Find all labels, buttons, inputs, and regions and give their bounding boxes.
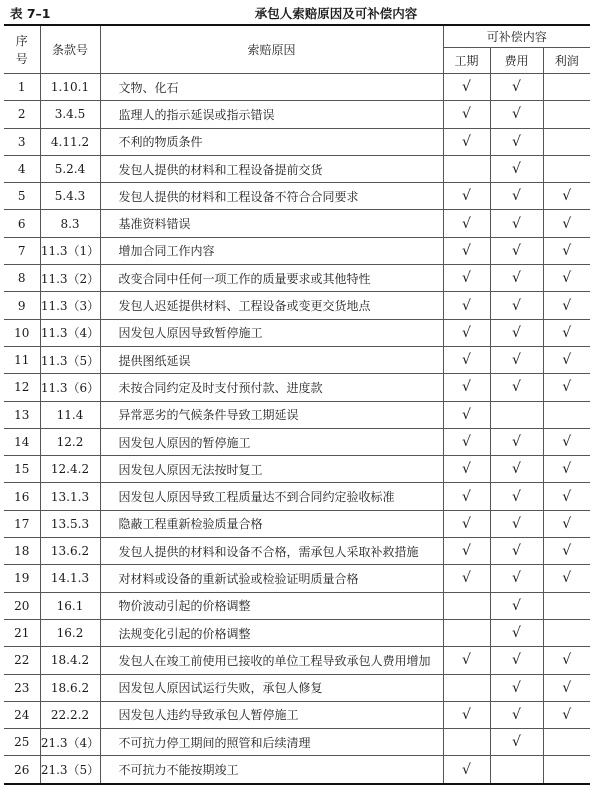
table-row [4, 538, 590, 565]
claim-reason: 隐蔽工程重新检验质量合格 [100, 510, 443, 537]
cost-check: √ [490, 128, 543, 155]
clause-number: 11.4 [40, 401, 100, 428]
profit-check: √ [543, 647, 590, 674]
row-number: 5 [4, 183, 40, 210]
row-number: 12 [4, 374, 40, 401]
table-row [4, 210, 590, 237]
period-check: √ [443, 701, 490, 728]
profit-check: √ [543, 456, 590, 483]
period-check: √ [443, 237, 490, 264]
clause-number: 13.6.2 [40, 538, 100, 565]
period-check: √ [443, 74, 490, 101]
cost-check: √ [490, 265, 543, 292]
cost-check: √ [490, 292, 543, 319]
table-row [4, 237, 590, 264]
claim-reason: 不可抗力不能按期竣工 [100, 756, 443, 784]
cost-check: √ [490, 510, 543, 537]
row-number: 2 [4, 101, 40, 128]
claim-reason: 提供图纸延误 [100, 346, 443, 373]
claim-reason: 基准资料错误 [100, 210, 443, 237]
cost-check: √ [490, 155, 543, 182]
profit-check [543, 101, 590, 128]
cost-check: √ [490, 729, 543, 756]
profit-check: √ [543, 510, 590, 537]
period-check: √ [443, 265, 490, 292]
cost-check: √ [490, 538, 543, 565]
cost-check: √ [490, 701, 543, 728]
period-check [443, 619, 490, 646]
profit-check: √ [543, 701, 590, 728]
header-seq-top: 序 [15, 33, 28, 48]
claim-reason: 对材料或设备的重新试验或检验证明质量合格 [100, 565, 443, 592]
table-row [4, 729, 590, 756]
row-number: 15 [4, 456, 40, 483]
cost-check: √ [490, 183, 543, 210]
row-number: 23 [4, 674, 40, 701]
clause-number: 13.1.3 [40, 483, 100, 510]
claim-reason: 法规变化引起的价格调整 [100, 619, 443, 646]
cost-check: √ [490, 319, 543, 346]
row-number: 26 [4, 756, 40, 784]
clause-number: 11.3（1） [40, 237, 100, 264]
claim-reason: 因发包人违约导致承包人暂停施工 [100, 701, 443, 728]
header-row-top [4, 25, 590, 48]
period-check [443, 592, 490, 619]
cost-check: √ [490, 456, 543, 483]
table-row [4, 101, 590, 128]
row-number: 4 [4, 155, 40, 182]
row-number: 7 [4, 237, 40, 264]
cost-check: √ [490, 210, 543, 237]
claim-reason: 因发包人原因试运行失败，承包人修复 [100, 674, 443, 701]
claim-reason: 文物、化石 [100, 74, 443, 101]
clause-number: 16.2 [40, 619, 100, 646]
claim-reason: 因发包人原因无法按时复工 [100, 456, 443, 483]
claim-reason: 改变合同中任何一项工作的质量要求或其他特性 [100, 265, 443, 292]
claim-reason: 因发包人原因的暂停施工 [100, 428, 443, 455]
table-row [4, 401, 590, 428]
table-row [4, 292, 590, 319]
table-row [4, 701, 590, 728]
claim-reason: 发包人提供的材料和工程设备提前交货 [100, 155, 443, 182]
header-period: 工期 [443, 48, 490, 74]
row-number: 21 [4, 619, 40, 646]
row-number: 13 [4, 401, 40, 428]
header-reason: 索赔原因 [100, 25, 443, 74]
table-row [4, 647, 590, 674]
clause-number: 22.2.2 [40, 701, 100, 728]
profit-check: √ [543, 292, 590, 319]
profit-check [543, 619, 590, 646]
clause-number: 11.3（2） [40, 265, 100, 292]
cost-check: √ [490, 74, 543, 101]
row-number: 9 [4, 292, 40, 319]
clause-number: 13.5.3 [40, 510, 100, 537]
claim-reason: 不利的物质条件 [100, 128, 443, 155]
table-row [4, 456, 590, 483]
period-check: √ [443, 101, 490, 128]
claim-reason: 异常恶劣的气候条件导致工期延误 [100, 401, 443, 428]
clause-number: 18.4.2 [40, 647, 100, 674]
clause-number: 5.4.3 [40, 183, 100, 210]
period-check [443, 674, 490, 701]
clause-number: 21.3（4） [40, 729, 100, 756]
table-row [4, 565, 590, 592]
profit-check: √ [543, 374, 590, 401]
claim-reason: 未按合同约定及时支付预付款、进度款 [100, 374, 443, 401]
period-check: √ [443, 210, 490, 237]
period-check [443, 729, 490, 756]
claims-table [4, 24, 590, 785]
clause-number: 18.6.2 [40, 674, 100, 701]
cost-check: √ [490, 428, 543, 455]
header-cost: 费用 [490, 48, 543, 74]
clause-number: 11.3（5） [40, 346, 100, 373]
profit-check: √ [543, 538, 590, 565]
row-number: 20 [4, 592, 40, 619]
row-number: 8 [4, 265, 40, 292]
period-check: √ [443, 565, 490, 592]
period-check: √ [443, 128, 490, 155]
profit-check: √ [543, 319, 590, 346]
row-number: 3 [4, 128, 40, 155]
cost-check: √ [490, 647, 543, 674]
row-number: 10 [4, 319, 40, 346]
table-row [4, 483, 590, 510]
claim-reason: 发包人在竣工前使用已接收的单位工程导致承包人费用增加 [100, 647, 443, 674]
period-check: √ [443, 319, 490, 346]
table-number: 表 7–1 [10, 6, 51, 21]
period-check: √ [443, 374, 490, 401]
table-body [4, 74, 590, 784]
cost-check: √ [490, 374, 543, 401]
cost-check: √ [490, 619, 543, 646]
claim-reason: 因发包人原因导致暂停施工 [100, 319, 443, 346]
clause-number: 5.2.4 [40, 155, 100, 182]
table-title: 承包人索赔原因及可补偿内容 [254, 6, 418, 21]
claim-reason: 不可抗力停工期间的照管和后续清理 [100, 729, 443, 756]
profit-check [543, 729, 590, 756]
claim-reason: 增加合同工作内容 [100, 237, 443, 264]
clause-number: 16.1 [40, 592, 100, 619]
table-row [4, 265, 590, 292]
row-number: 19 [4, 565, 40, 592]
cost-check: √ [490, 346, 543, 373]
table-row [4, 674, 590, 701]
header-compensable: 可补偿内容 [443, 25, 590, 48]
cost-check [490, 756, 543, 784]
row-number: 25 [4, 729, 40, 756]
row-number: 6 [4, 210, 40, 237]
cost-check: √ [490, 101, 543, 128]
period-check: √ [443, 538, 490, 565]
claim-reason: 监理人的指示延误或指示错误 [100, 101, 443, 128]
profit-check: √ [543, 346, 590, 373]
period-check [443, 155, 490, 182]
profit-check [543, 74, 590, 101]
profit-check: √ [543, 483, 590, 510]
cost-check: √ [490, 674, 543, 701]
clause-number: 12.4.2 [40, 456, 100, 483]
cost-check: √ [490, 237, 543, 264]
cost-check: √ [490, 592, 543, 619]
profit-check: √ [543, 428, 590, 455]
table-row [4, 128, 590, 155]
clause-number: 1.10.1 [40, 74, 100, 101]
profit-check [543, 756, 590, 784]
clause-number: 21.3（5） [40, 756, 100, 784]
header-profit: 利润 [543, 48, 590, 74]
profit-check: √ [543, 210, 590, 237]
table-row [4, 74, 590, 101]
table-caption [6, 4, 592, 22]
profit-check: √ [543, 183, 590, 210]
row-number: 11 [4, 346, 40, 373]
period-check: √ [443, 401, 490, 428]
claim-reason: 发包人提供的材料和工程设备不符合合同要求 [100, 183, 443, 210]
table-row [4, 510, 590, 537]
header-clause: 条款号 [40, 25, 100, 74]
row-number: 22 [4, 647, 40, 674]
header-seq-bottom: 号 [15, 51, 28, 66]
period-check: √ [443, 428, 490, 455]
claim-reason: 因发包人原因导致工程质量达不到合同约定验收标准 [100, 483, 443, 510]
table-row [4, 619, 590, 646]
period-check: √ [443, 292, 490, 319]
cost-check: √ [490, 565, 543, 592]
row-number: 24 [4, 701, 40, 728]
claim-reason: 发包人提供的材料和设备不合格，需承包人采取补救措施 [100, 538, 443, 565]
header-seq [4, 25, 40, 74]
profit-check: √ [543, 237, 590, 264]
profit-check: √ [543, 565, 590, 592]
cost-check [490, 401, 543, 428]
table-row [4, 155, 590, 182]
clause-number: 11.3（6） [40, 374, 100, 401]
row-number: 1 [4, 74, 40, 101]
row-number: 17 [4, 510, 40, 537]
profit-check: √ [543, 674, 590, 701]
table-row [4, 183, 590, 210]
clause-number: 11.3（4） [40, 319, 100, 346]
profit-check [543, 128, 590, 155]
row-number: 18 [4, 538, 40, 565]
period-check: √ [443, 346, 490, 373]
table-row [4, 374, 590, 401]
clause-number: 11.3（3） [40, 292, 100, 319]
claim-reason: 物价波动引起的价格调整 [100, 592, 443, 619]
cost-check: √ [490, 483, 543, 510]
table-row [4, 346, 590, 373]
period-check: √ [443, 756, 490, 784]
table-row [4, 756, 590, 784]
clause-number: 3.4.5 [40, 101, 100, 128]
period-check: √ [443, 647, 490, 674]
profit-check [543, 592, 590, 619]
clause-number: 8.3 [40, 210, 100, 237]
profit-check [543, 155, 590, 182]
table-row [4, 319, 590, 346]
row-number: 14 [4, 428, 40, 455]
period-check: √ [443, 510, 490, 537]
claim-reason: 发包人迟延提供材料、工程设备或变更交货地点 [100, 292, 443, 319]
row-number: 16 [4, 483, 40, 510]
table-row [4, 428, 590, 455]
period-check: √ [443, 483, 490, 510]
profit-check: √ [543, 265, 590, 292]
period-check: √ [443, 183, 490, 210]
profit-check [543, 401, 590, 428]
period-check: √ [443, 456, 490, 483]
clause-number: 14.1.3 [40, 565, 100, 592]
table-row [4, 592, 590, 619]
clause-number: 12.2 [40, 428, 100, 455]
clause-number: 4.11.2 [40, 128, 100, 155]
